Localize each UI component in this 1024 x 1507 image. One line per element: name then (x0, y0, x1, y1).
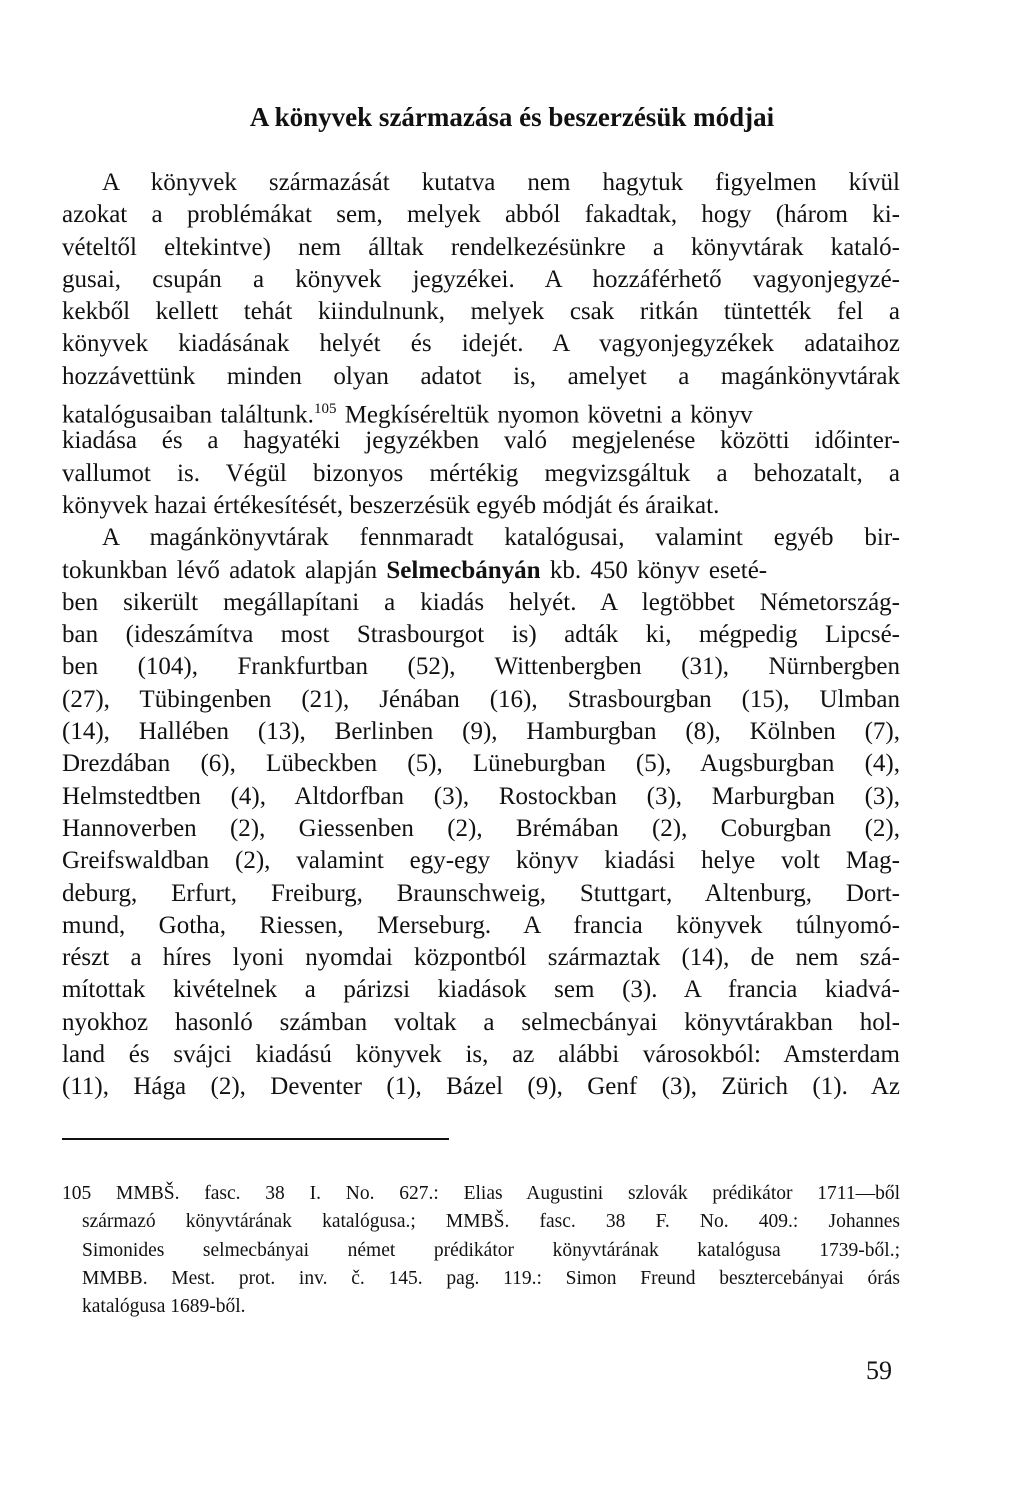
text-line: nyokhoz hasonló számban voltak a selmecbányai könyvtárakban hol- (62, 1008, 900, 1036)
text-line: (27), Tübingenben (21), Jénában (16), Strasbourgban (15), Ulmban (62, 685, 900, 713)
text-segment: katalógusaiban találtunk. (62, 401, 314, 429)
text-line-with-bold (62, 555, 900, 587)
page-number: 59 (866, 1356, 892, 1385)
body-text (62, 167, 900, 1104)
text-line: Drezdában (6), Lübeckben (5), Lüneburgban (5), Augsburgban (4), (62, 750, 900, 778)
text-segment: kb. 450 könyv eseté- (549, 556, 768, 584)
text-line: (11), Hága (2), Deventer (1), Bázel (9), Genf (3), Zürich (1). Az (62, 1073, 900, 1101)
footnote (62, 1180, 900, 1321)
text-line: A könyvek származását kutatva nem hagytuk figyelmen kívül (102, 169, 900, 196)
text-segment: Megkíséreltük nyomon követni a könyv (336, 401, 753, 429)
text-line: gusai, csupán a könyvek jegyzékei. A hozzáférhető vagyonjegyzé- (62, 265, 900, 293)
text-line: ban (ideszámítva most Strasbourgot is) adták ki, mégpedig Lipcsé- (62, 621, 900, 649)
text-line: könyvek hazai értékesítését, beszerzésük egyéb módját és áraikat. (62, 491, 720, 519)
text-line: ben (104), Frankfurtban (52), Wittenbergben (31), Nürnbergben (62, 653, 900, 681)
text-line: mund, Gotha, Riessen, Merseburg. A francia könyvek túlnyomó- (62, 911, 900, 939)
text-line: Hannoverben (2), Giessenben (2), Brémában (2), Coburgban (2), (62, 814, 900, 842)
text-line: azokat a problémákat sem, melyek abból fakadtak, hogy (három ki- (62, 201, 900, 229)
emphasized-place-name: Selmecbányán (386, 556, 541, 584)
text-line: land és svájci kiadású könyvek is, az alábbi városokból: Amsterdam (62, 1041, 900, 1069)
text-line: ben sikerült megállapítani a kiadás helyét. A legtöbbet Németország- (62, 588, 900, 616)
text-line: részt a híres lyoni nyomdai központból származtak (14), de nem szá- (62, 944, 900, 972)
text-line: (14), Hallében (13), Berlinben (9), Hamburgban (8), Kölnben (7), (62, 718, 900, 746)
text-line: vételtől eltekintve) nem álltak rendelkezésünkre a könyvtárak kataló- (62, 233, 900, 261)
footnote-reference: 105 (313, 401, 337, 418)
text-line: Helmstedtben (4), Altdorfban (3), Rostockban (3), Marburgban (3), (62, 782, 900, 810)
footnote-divider (62, 1138, 449, 1140)
footnote-line: MMBB. Mest. prot. inv. č. 145. pag. 119.: Simon Freund besztercebányai órás (82, 1267, 900, 1289)
text-line-with-footnote (62, 393, 900, 429)
text-line: kekből kellett tehát kiindulnunk, melyek csak ritkán tüntették fel a (62, 298, 900, 326)
page-heading: A könyvek származása és beszerzésük módjai (249, 102, 775, 132)
footnote-line: Simonides selmecbányai német prédikátor könyvtárának katalógusa 1739-ből.; (82, 1239, 900, 1261)
footnote-line: 105 MMBŠ. fasc. 38 I. No. 627.: Elias Augustini szlovák prédikátor 1711—ből (62, 1183, 900, 1204)
text-line: könyvek kiadásának helyét és idejét. A vagyonjegyzékek adataihoz (62, 330, 900, 358)
text-line: deburg, Erfurt, Freiburg, Braunschweig, Stuttgart, Altenburg, Dort- (62, 879, 900, 907)
footnote-line: származó könyvtárának katalógusa.; MMBŠ. fasc. 38 F. No. 409.: Johannes (82, 1211, 900, 1233)
text-line: kiadása és a hagyatéki jegyzékben való megjelenése közötti időinter- (62, 427, 900, 455)
text-line: A magánkönyvtárak fennmaradt katalógusai, valamint egyéb bir- (102, 524, 900, 552)
text-segment: tokunkban lévő adatok alapján (62, 556, 378, 584)
footnote-line: katalógusa 1689-ből. (82, 1296, 246, 1318)
text-line: mítottak kivételnek a párizsi kiadások sem (3). A francia kiadvá- (62, 976, 900, 1004)
text-line: hozzávettünk minden olyan adatot is, amelyet a magánkönyvtárak (62, 362, 900, 390)
text-line: vallumot is. Végül bizonyos mértékig megvizsgáltuk a behozatalt, a (62, 459, 900, 487)
text-line: Greifswaldban (2), valamint egy-egy könyv kiadási helye volt Mag- (62, 847, 900, 875)
